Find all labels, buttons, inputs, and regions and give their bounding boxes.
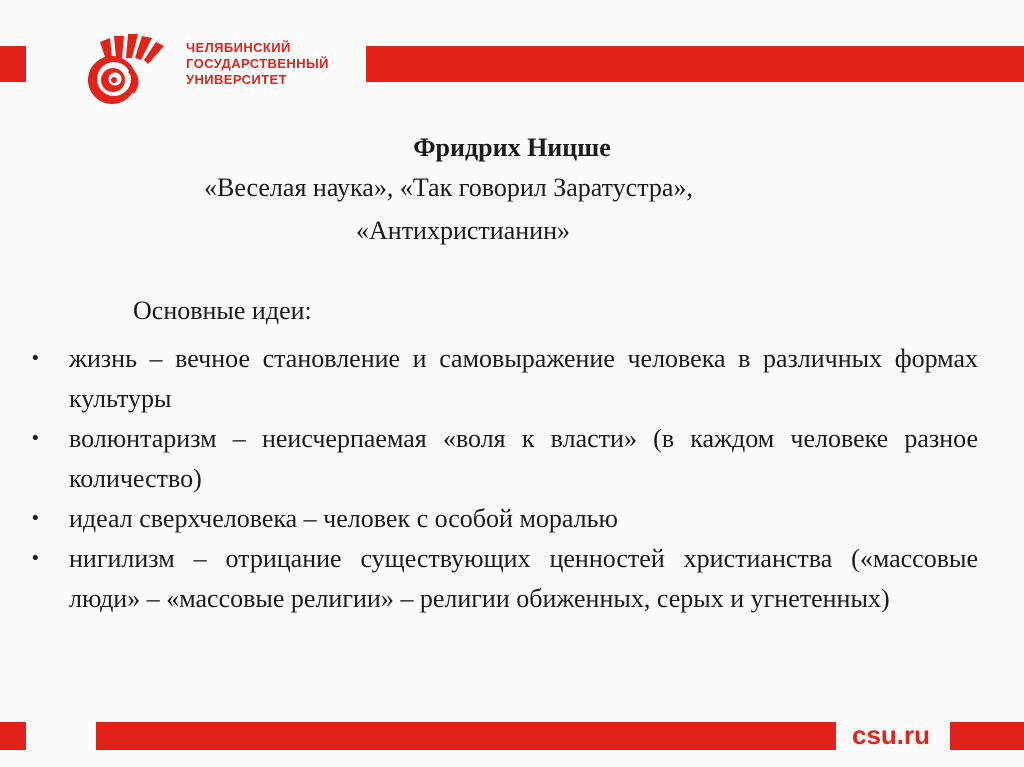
- list-item: [30, 419, 978, 499]
- list-item: [30, 539, 978, 619]
- university-spiral-logo-icon: [74, 28, 174, 106]
- idea-text: идеал сверхчеловека – человек с особой моралью: [69, 504, 618, 533]
- bullet-icon: •: [30, 348, 41, 369]
- university-name-line: ЧЕЛЯБИНСКИЙ: [186, 40, 291, 55]
- ideas-heading: Основные идеи:: [133, 296, 312, 325]
- idea-text: волюнтаризм – неисчерпаемая «воля к власти» (в каждом человеке разное количество): [69, 424, 978, 493]
- bullet-icon: •: [30, 548, 41, 569]
- footer-bar-middle: [96, 722, 836, 750]
- university-name-line: ГОСУДАРСТВЕННЫЙ: [186, 56, 329, 71]
- footer-bar-left: [0, 722, 26, 750]
- works-line-1: «Веселая наука», «Так говорил Заратустра»,: [204, 173, 693, 202]
- list-item: [30, 339, 978, 419]
- university-name-line: УНИВЕРСИТЕТ: [186, 72, 287, 87]
- bullet-icon: •: [30, 508, 41, 529]
- footer-bar-right: [950, 722, 1024, 750]
- university-name: [186, 40, 329, 88]
- idea-text: нигилизм – отрицание существующих ценностей христианства («массовые люди» – «массовые религии» – религии обиженных, серых и угнетенных): [69, 544, 978, 613]
- list-item: [30, 499, 978, 539]
- ideas-list: [30, 339, 978, 619]
- slide-title: Фридрих Ницше: [413, 133, 611, 162]
- site-url: csu.ru: [852, 720, 931, 750]
- bullet-icon: •: [30, 428, 41, 449]
- header-bar-left: [0, 46, 26, 82]
- header-bar-right: [366, 46, 1024, 82]
- idea-text: жизнь – вечное становление и самовыражение человека в различных формах культуры: [69, 344, 978, 413]
- works-line-2: «Антихристианин»: [356, 216, 570, 245]
